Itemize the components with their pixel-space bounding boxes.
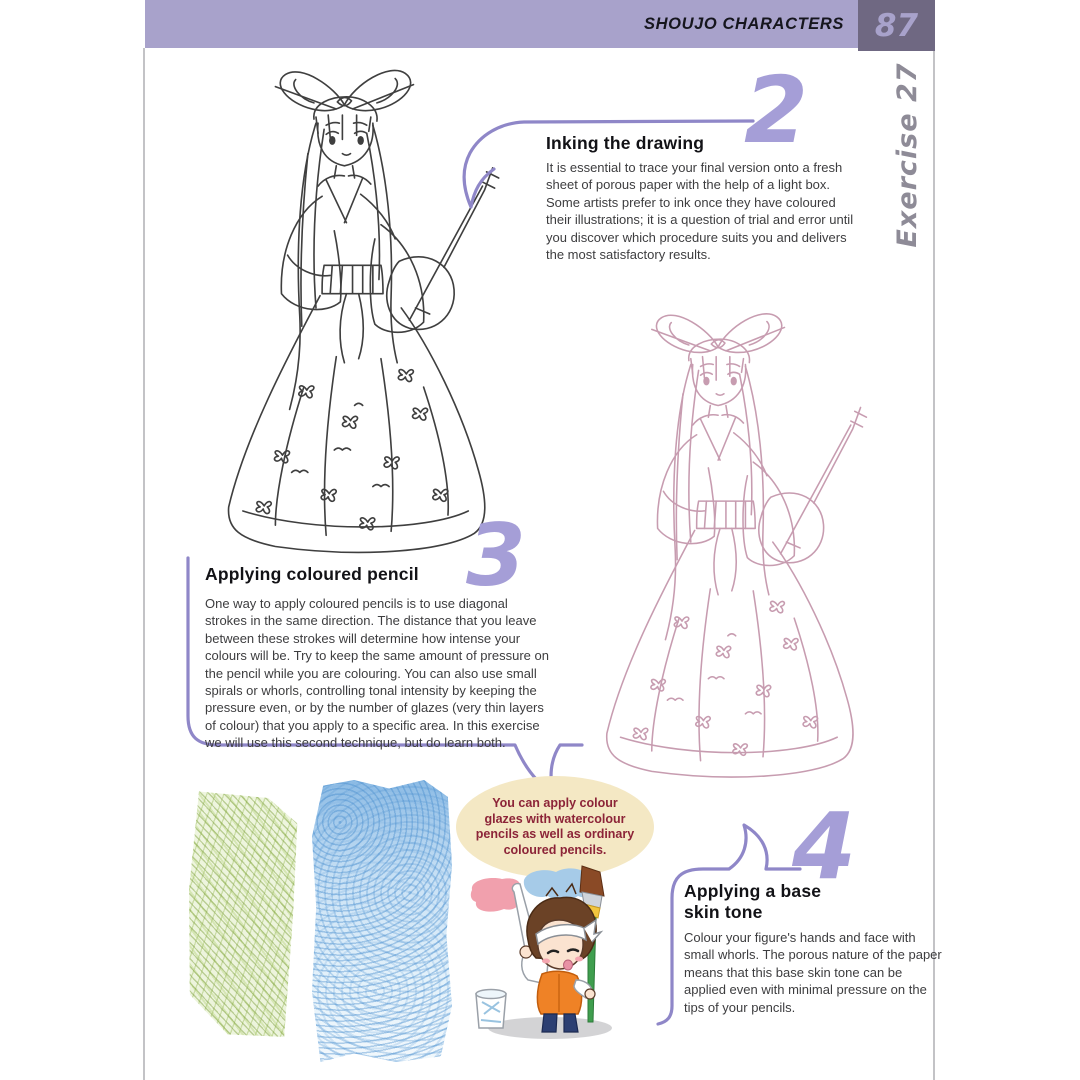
exercise-side-label: Exercise 27 bbox=[892, 62, 923, 248]
tip-bubble-text: You can apply colour glazes with watercolour pencils as well as ordinary coloured pencils. bbox=[475, 796, 635, 857]
header-bar bbox=[145, 0, 858, 48]
figure-inked-illustration bbox=[182, 52, 517, 572]
chibi-painter-illustration bbox=[462, 862, 657, 1047]
step-number-3: 3 bbox=[466, 506, 526, 606]
section-pencil-body: One way to apply coloured pencils is to use diagonal strokes in the same direction. The distance that you leave between these strokes will determine how intense your colours will be. Try to keep the same amount of pressure on the pencil while you are colouring. You can also use small spirals or whorls, controlling tonal intensity by keeping the pressure even, or by the number of glazes (very thin layers of colour) that you apply to a specific area. In this exercise we will use this second technique, but do learn both. bbox=[205, 596, 549, 751]
section-inking-body: It is essential to trace your final version onto a fresh sheet of porous paper with the help of a light box. Some artists prefer to ink once they have coloured their illustrations; it is a question of trial and error until you discover which procedure suits you and delivers the most satisfactory results. bbox=[546, 160, 854, 263]
section-pencil-heading: Applying coloured pencil bbox=[205, 564, 419, 584]
page-number: 87 bbox=[874, 7, 919, 44]
page-number-box bbox=[858, 0, 935, 51]
step-number-2: 2 bbox=[744, 57, 809, 164]
section-inking-heading: Inking the drawing bbox=[546, 133, 705, 153]
step-number-4: 4 bbox=[792, 793, 857, 900]
page-border-right bbox=[933, 51, 935, 1080]
header-title: SHOUJO CHARACTERS bbox=[644, 14, 844, 33]
green-pencil-swatch bbox=[172, 783, 315, 1045]
page-border-left bbox=[143, 48, 145, 1080]
blue-pencil-swatch bbox=[312, 780, 452, 1062]
section-skin-body: Colour your figure's hands and face with small whorls. The porous nature of the paper means that this base skin tone can be applied even with minimal pressure on the tips of your pencils. bbox=[684, 930, 942, 1015]
figure-light-ink-illustration bbox=[562, 296, 884, 796]
section-skin-heading: Applying a base skin tone bbox=[684, 881, 822, 922]
